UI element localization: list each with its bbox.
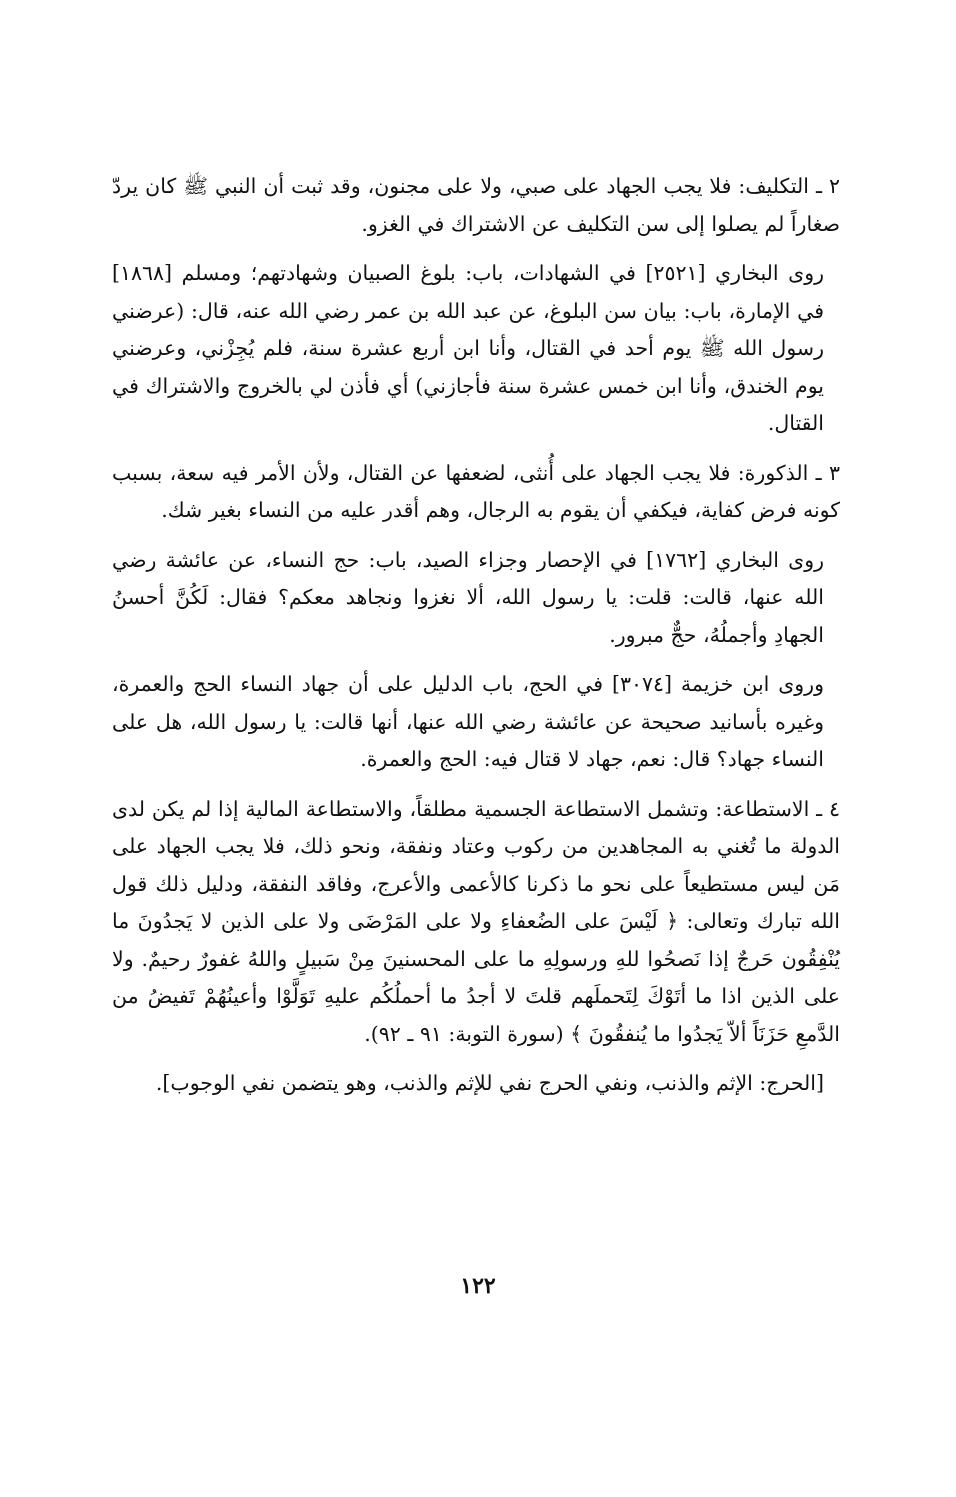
note-haraj: [الحرج: الإثم والذنب، ونفي الحرج نفي للإثم والذنب، وهو يتضمن نفي الوجوب]. [155,1071,824,1095]
page-number: ١٢٢ [460,1273,496,1299]
hadith-bukhari-2521: روى البخاري [٢٥٢١] في الشهادات، باب: بلوغ الصبيان وشهادتهم؛ ومسلم [١٨٦٨] في الإمارة، باب: بيان سن البلوغ، عن عبد الله بن عمر رضي الله عنه، قال: (عرضني رسول الله ﷺ يوم أحد في القتال، وأنا ابن أربع عشرة سنة، فلم يُجِزْني، وعرضني يوم الخندق، وأنا ابن خمس عشرة سنة فأجازني) أي فأذن لي بالخروج والاشتراك في القتال. [112,261,824,435]
item-istitaa: ٤ ـ الاستطاعة: وتشمل الاستطاعة الجسمية مطلقاً، والاستطاعة المالية إذا لم يكن لدى الدولة ما تُغني به المجاهدين من ركوب وعتاد ونفقة، ونحو ذلك، فلا يجب الجهاد على مَن ليس مستطيعاً على نحو ما ذكرنا كالأعمى والأعرج، وفاقد النفقة، ودليل ذلك قول الله تبارك وتعالى: ﴿ لَيْسَ على الضُعفاءِ ولا على المَرْضَى ولا على الذين لا يَجدُونَ ما يُنْفِقُون حَرجٌ إذا نَصحُوا للهِ ورسولِهِ ما على المحسنينَ مِنْ سَبيلٍ واللهُ غفورٌ رحيمٌ. ولا على الذين اذا ما أتَوْكَ لِتَحملَهم قلتَ لا أجدُ ما أحملُكُم عليهِ تَوَلَّوْا وأعينُهُمْ تَفيضُ من الدَّمعِ حَزَنَاً ألاّ يَجدُوا ما يُنفقُونَ ﴾ (سورة التوبة: ٩١ ـ ٩٢). [112,796,840,1046]
item-dhukura: ٣ ـ الذكورة: فلا يجب الجهاد على أُنثى، لضعفها عن القتال، ولأن الأمر فيه سعة، بسبب كونه فرض كفاية، فيكفي أن يقوم به الرجال، وهم أقدر عليه من النساء بغير شك. [112,460,840,522]
page-body [112,168,840,1115]
item-taklif: ٢ ـ التكليف: فلا يجب الجهاد على صبي، ولا على مجنون، وقد ثبت أن النبي ﷺ كان يردّ صغاراً لم يصلوا إلى سن التكليف عن الاشتراك في الغزو. [112,174,840,236]
hadith-ibn-khuzayma-3074: وروى ابن خزيمة [٣٠٧٤] في الحج، باب الدليل على أن جهاد النساء الحج والعمرة، وغيره بأسانيد صحيحة عن عائشة رضي الله عنها، أنها قالت: يا رسول الله، هل على النساء جهاد؟ قال: نعم، جهاد لا قتال فيه: الحج والعمرة. [112,672,824,771]
hadith-bukhari-1762: روى البخاري [١٧٦٢] في الإحصار وجزاء الصيد، باب: حج النساء، عن عائشة رضي الله عنها، قالت: قلت: يا رسول الله، ألا نغزوا ونجاهد معكم؟ فقال: لَكُنَّ أحسنُ الجهادِ وأجملُهُ، حجٌّ مبرور. [112,547,825,647]
